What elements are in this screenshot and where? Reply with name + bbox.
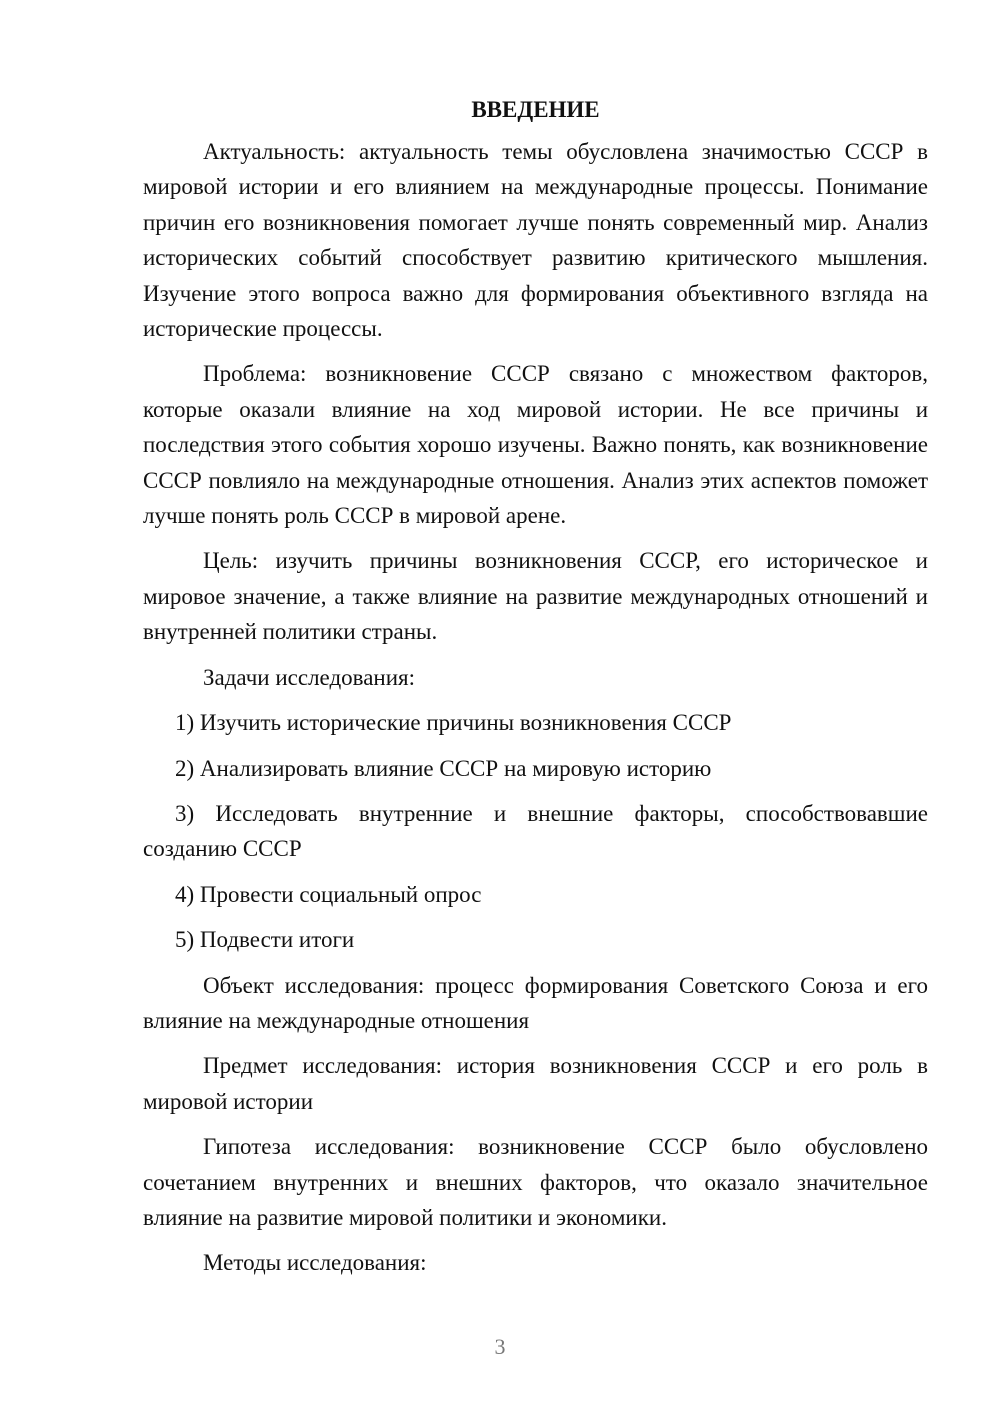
list-item: 2) Анализировать влияние СССР на мировую историю — [175, 755, 712, 781]
paragraph-methods: Методы исследования: — [203, 1250, 427, 1276]
paragraph-subject: Предмет исследования: история возникновения СССР и его роль в мировой истории — [143, 1053, 928, 1114]
paragraph-object: Объект исследования: процесс формирования Советского Союза и его влияние на международные отношения — [143, 972, 928, 1033]
page-number: 3 — [494, 1334, 506, 1359]
list-item: 4) Провести социальный опрос — [175, 881, 482, 907]
paragraph-hypothesis: Гипотеза исследования: возникновение СССР было обусловлено сочетанием внутренних и внешних факторов, что оказало значительное влияние на развитие мировой политики и экономики. — [143, 1134, 928, 1230]
paragraph-goal: Цель: изучить причины возникновения СССР, его историческое и мировое значение, а также влияние на развитие международных отношений и внутренней политики страны. — [143, 548, 928, 645]
list-item: 1) Изучить исторические причины возникновения СССР — [175, 710, 732, 736]
list-item: 5) Подвести итоги — [175, 927, 355, 953]
section-title: ВВЕДЕНИЕ — [471, 97, 600, 122]
tasks-heading: Задачи исследования: — [203, 664, 416, 690]
document-page — [143, 92, 928, 1291]
paragraph-relevance: Актуальность: актуальность темы обусловлена значимостью СССР в мировой истории и его влиянием на международные процессы. Понимание причин его возникновения помогает лучше понять современный мир. Анализ исторических событий способствует развитию критического мышления. Изучение этого вопроса важно для формирования объективного взгляда на исторические процессы. — [143, 139, 928, 342]
tasks-list — [143, 705, 928, 957]
paragraph-problem: Проблема: возникновение СССР связано с множеством факторов, которые оказали влияние на ход мировой истории. Не все причины и последствия этого события хорошо изучены. Важно понять, как возникновение СССР повлияло на международные отношения. Анализ этих аспектов поможет лучше понять роль СССР в мировой арене. — [143, 361, 928, 529]
list-item: 3) Исследовать внутренние и внешние факторы, способствовавшие созданию СССР — [143, 800, 928, 862]
